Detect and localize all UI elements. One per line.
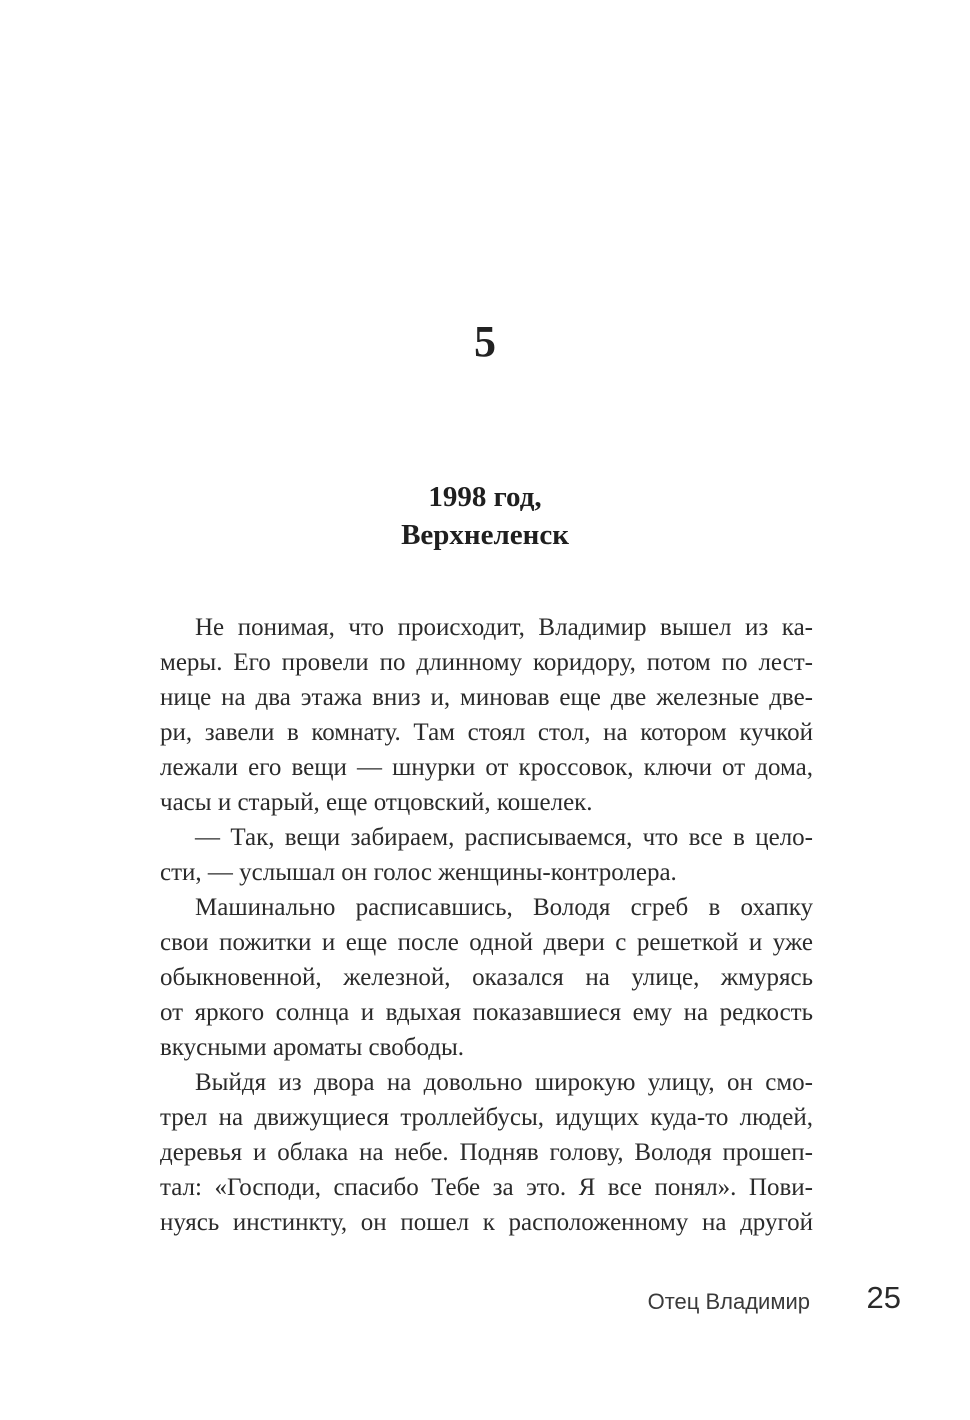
paragraph (160, 890, 813, 1065)
chapter-number: 5 (474, 317, 496, 366)
text-line: лежали его вещи — шнурки от кроссовок, ключи от дома, (160, 754, 813, 781)
page-number: 25 (866, 1280, 901, 1315)
text-line: Не понимая, что происходит, Владимир вышел из ка- (195, 614, 813, 641)
text-line: Машинально расписавшись, Володя сгреб в охапку (195, 894, 813, 921)
text-line: меры. Его провели по длинному коридору, потом по лест- (160, 649, 813, 676)
running-title: Отец Владимир (647, 1289, 810, 1314)
text-line: Выйдя из двора на довольно широкую улицу, он смо- (195, 1069, 813, 1096)
text-line: обыкновенной, железной, оказался на улице, жмурясь (160, 964, 813, 991)
text-line: сти, — услышал он голос женщины-контролера. (160, 859, 677, 886)
chapter-subtitle-place: Верхнеленск (401, 519, 569, 551)
paragraph (160, 610, 813, 820)
text-line: тал: «Господи, спасибо Тебе за это. Я все понял». Пови- (160, 1174, 813, 1201)
chapter-heading (0, 478, 970, 554)
text-line: деревья и облака на небе. Подняв голову, Володя прошеп- (160, 1139, 813, 1166)
text-line: свои пожитки и еще после одной двери с решеткой и уже (160, 929, 813, 956)
text-line: часы и старый, еще отцовский, кошелек. (160, 789, 593, 816)
text-line: ри, завели в комнату. Там стоял стол, на котором кучкой (160, 719, 813, 746)
paragraph (160, 820, 813, 890)
text-line: трел на движущиеся троллейбусы, идущих куда-то людей, (160, 1104, 813, 1131)
chapter-subtitle-year: 1998 год, (428, 481, 542, 513)
paragraph (160, 1065, 813, 1240)
text-line: нуясь инстинкту, он пошел к расположенному на другой (160, 1209, 813, 1236)
text-line: вкусными ароматы свободы. (160, 1034, 465, 1061)
text-line: нице на два этажа вниз и, миновав еще две железные две- (160, 684, 813, 711)
text-line: — Так, вещи забираем, расписываемся, что все в цело- (195, 824, 813, 851)
body-text (160, 610, 813, 1240)
text-line: от яркого солнца и вдыхая показавшиеся ему на редкость (160, 999, 813, 1026)
